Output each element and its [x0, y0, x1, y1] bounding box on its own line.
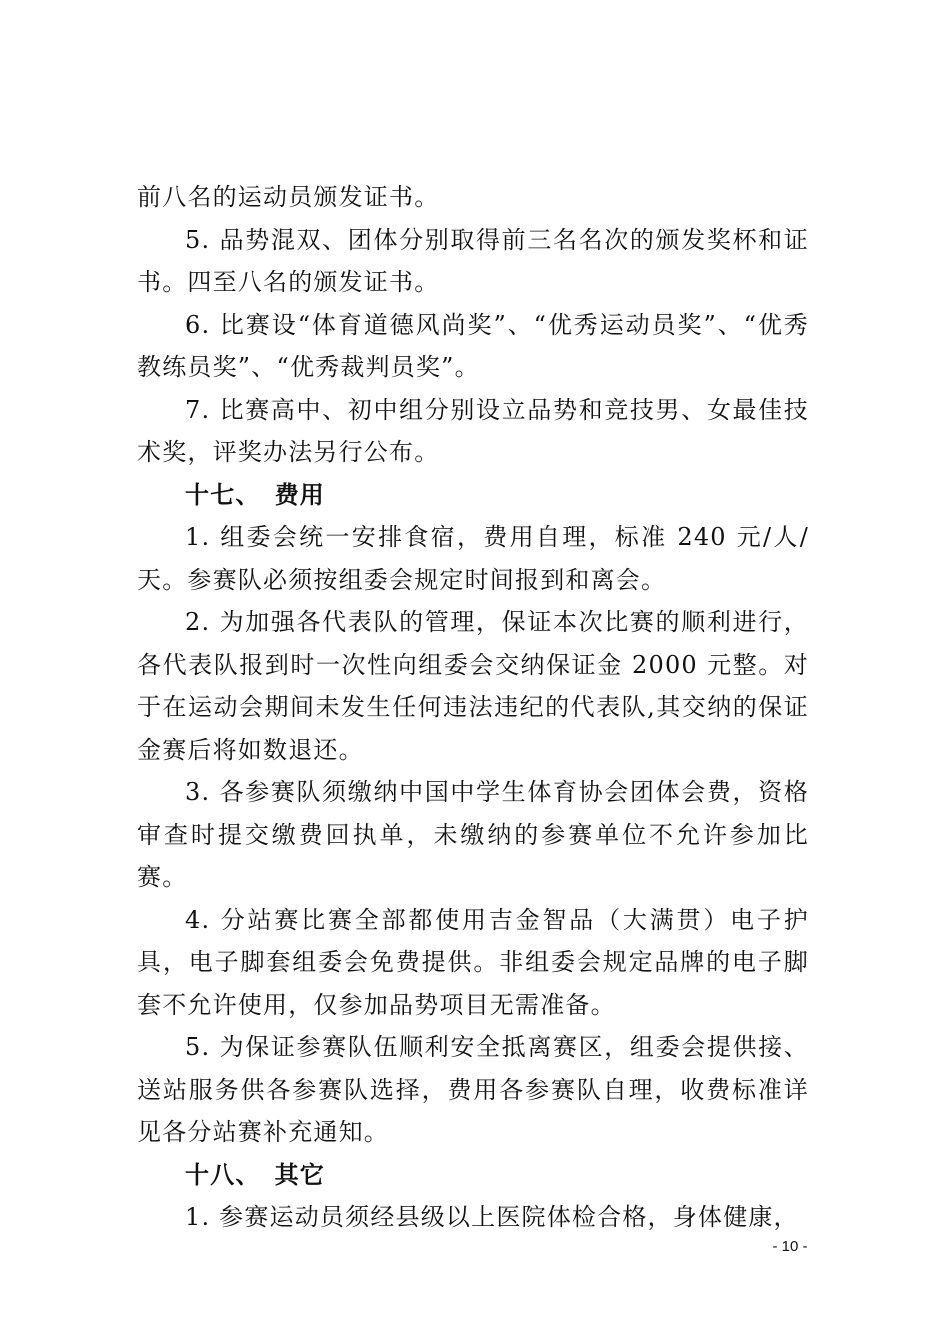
- other-item-1: 1. 参赛运动员须经县级以上医院体检合格，身体健康，: [185, 1203, 799, 1231]
- fee-item-5: 5. 为保证参赛队伍顺利安全抵离赛区，组委会提供接、送站服务供各参赛队选择，费用各参赛队自理，收费标准详见各分站赛补充通知。: [137, 1033, 809, 1146]
- paragraph-item-7: 7. 比赛高中、初中组分别设立品势和竞技男、女最佳技术奖，评奖办法另行公布。: [137, 395, 809, 466]
- fee-item-3: 3. 各参赛队须缴纳中国中学生体育协会团体会费，资格审查时提交缴费回执单，未缴纳的参赛单位不允许参加比赛。: [137, 778, 809, 891]
- fee-item-2: 2. 为加强各代表队的管理，保证本次比赛的顺利进行，各代表队报到时一次性向组委会交纳保证金 2000 元整。对于在运动会期间未发生任何违法违纪的代表队,其交纳的保证金赛后将如数退还。: [137, 608, 809, 764]
- section-heading-18: [137, 1154, 809, 1197]
- section-number-18: 十八、: [185, 1160, 261, 1189]
- section-title-18: 其它: [274, 1160, 326, 1189]
- page-number: - 10 -: [772, 1238, 808, 1255]
- paragraph-item-5: 5. 品势混双、团体分别取得前三名名次的颁发奖杯和证书。四至八名的颁发证书。: [137, 225, 809, 296]
- section-title-17: 费用: [274, 480, 326, 509]
- document-body: [137, 176, 809, 1239]
- fee-item-1: 1. 组委会统一安排食宿，费用自理，标准 240 元/人/天。参赛队必须按组委会规定时间报到和离会。: [137, 523, 809, 594]
- paragraph-continuation: 前八名的运动员颁发证书。: [137, 183, 440, 211]
- fee-item-4: 4. 分站赛比赛全部都使用吉金智品（大满贯）电子护具，电子脚套组委会免费提供。非组委会规定品牌的电子脚套不允许使用，仅参加品势项目无需准备。: [137, 905, 809, 1019]
- paragraph-item-6: 6. 比赛设“体育道德风尚奖”、“优秀运动员奖”、“优秀教练员奖”、“优秀裁判员奖”。: [137, 310, 809, 381]
- section-heading-17: [137, 474, 809, 517]
- section-number-17: 十七、: [185, 480, 261, 509]
